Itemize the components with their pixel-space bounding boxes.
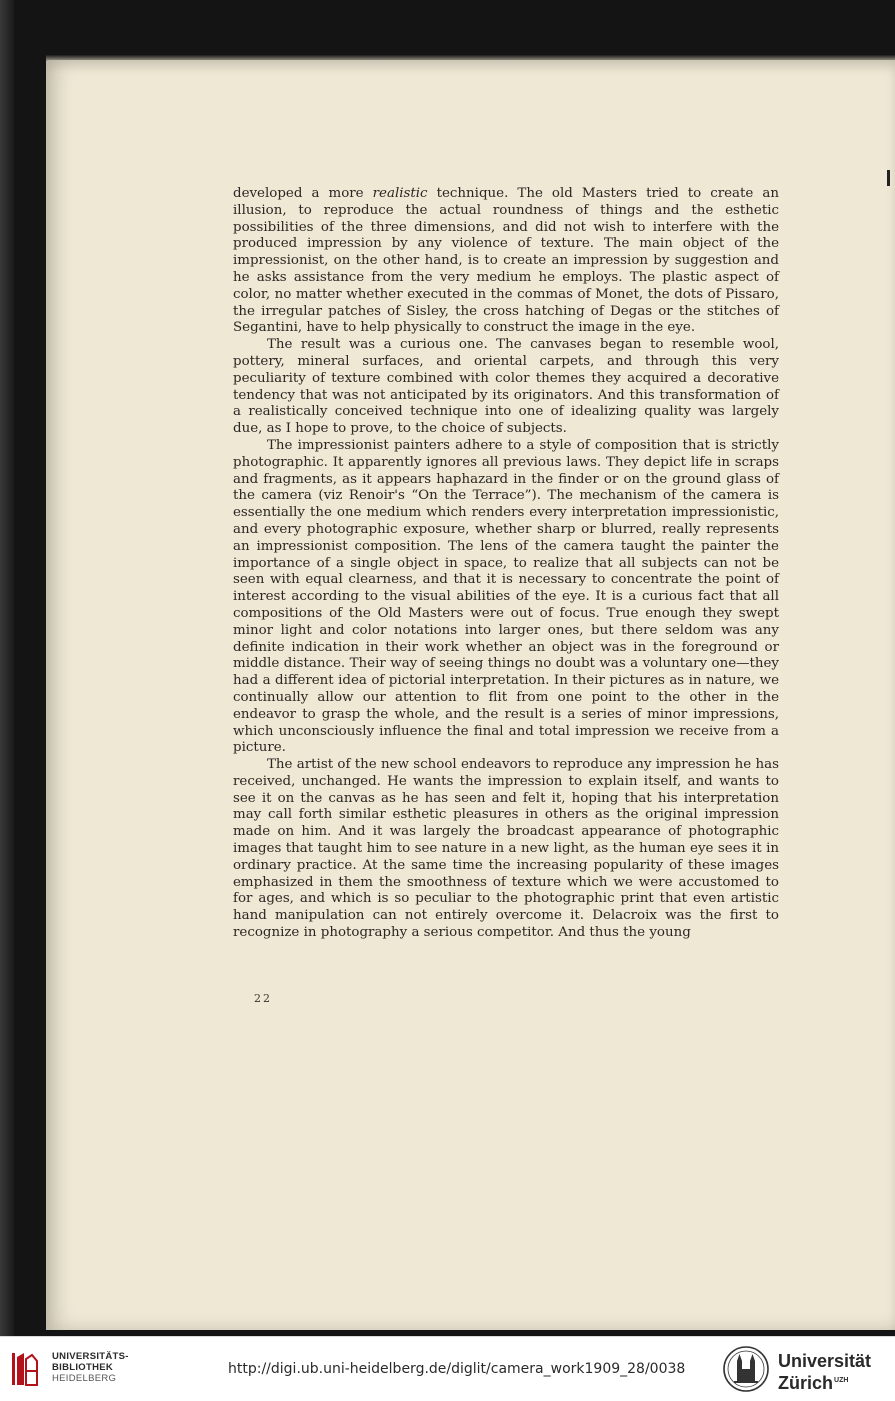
library-name-line1: UNIVERSITÄTS- [52,1351,129,1362]
uzh-name[interactable] [778,1351,871,1393]
paragraph-2: The result was a curious one. The canvases began to resemble wool, pottery, mineral surfaces, and oriental carpets, and through this very peculiarity of texture combined with color themes they acquired a decorative tendency that was not anticipated by its originators. And this transformation of a realistically conceived technique into one of idealizing quality was largely due, as I hope to prove, to the choice of subjects. [233,337,779,437]
paragraph-1 [233,186,779,337]
library-name[interactable] [52,1351,129,1384]
document-url-link[interactable]: http://digi.ub.uni-heidelberg.de/diglit/camera_work1909_28/0038 [228,1361,686,1377]
scan-left-edge [0,0,14,1336]
viewer-footer [0,1336,895,1401]
page-text [233,186,779,942]
uzh-name-line1: Universität [778,1351,872,1371]
uzh-superscript: UZH [834,1377,849,1384]
library-name-line2: BIBLIOTHEK [52,1362,114,1373]
library-city: HEIDELBERG [52,1373,117,1384]
uzh-name-line2-wrap [778,1371,871,1393]
paragraph-4: The artist of the new school endeavors to reproduce any impression he has received, unchanged. He wants the impression to explain itself, and wants to see it on the canvas as he has seen and felt it, hoping that his interpretation may call forth similar esthetic pleasures in others as the original impression made on him. And it was largely the broadcast appearance of photographic images that taught him to see nature in a new light, as the human eye sees it in ordinary practice. At the same time the increasing popularity of these images emphasized in them the smoothness of texture which we were accustomed to for ages, and which is so peculiar to the photographic print that even artistic hand manipulation can not entirely overcome it. Delacroix was the first to recognize in photography a serious competitor. And thus the young [233,757,779,941]
paragraph-1-rest: technique. The old Masters tried to create an illusion, to reproduce the actual roundness of things and the esthetic possibilities of the three dimensions, and did not wish to interfere with the produced impression by any violence of texture. The main object of the impressionist, on the other hand, is to create an impression by suggestion and he asks assistance from the very medium he employs. The plastic aspect of color, no matter whether executed in the commas of Monet, the dots of Pissaro, the irregular patches of Sisley, the cross hatching of Degas or the stitches of Segantini, have to help physically to construct the image in the eye. [233,186,779,336]
paragraph-3: The impressionist painters adhere to a style of composition that is strictly photographic. It apparently ignores all previous laws. They depict life in scraps and fragments, as it appears haphazard in the finder or on the ground glass of the camera (viz Renoir's “On the Terrace”). The mechanism of the camera is essentially the one medium which renders every interpretation impressionistic, and every photographic exposure, whether sharp or blurred, really represents an impressionist composition. The lens of the camera taught the painter the importance of a single object in space, to realize that all subjects can not be seen with equal clearness, and that it is necessary to concentrate the point of interest according to the visual abilities of the eye. It is a curious fact that all compositions of the Old Masters were out of focus. True enough they swept minor light and color notations into larger ones, but there seldom was any definite indication in their work whether an object was in the foreground or middle distance. Their way of seeing things no doubt was a voluntary one—they had a different idea of pictorial interpretation. In their pictures as in nature, we continually allow our attention to flit from one point to the other in the endeavor to grasp the whole, and the result is a series of minor impressions, which unconsciously influence the final and total impression we receive from a picture. [233,437,779,756]
page-number: 22 [254,992,272,1005]
paragraph-1-start: developed a more [233,186,373,201]
uzh-name-line2: Zürich [778,1373,834,1393]
heidelberg-library-logo-icon[interactable] [10,1349,40,1389]
uzh-seal-icon[interactable] [722,1345,770,1393]
italic-word: realistic [372,186,428,201]
edge-mark [887,170,890,186]
